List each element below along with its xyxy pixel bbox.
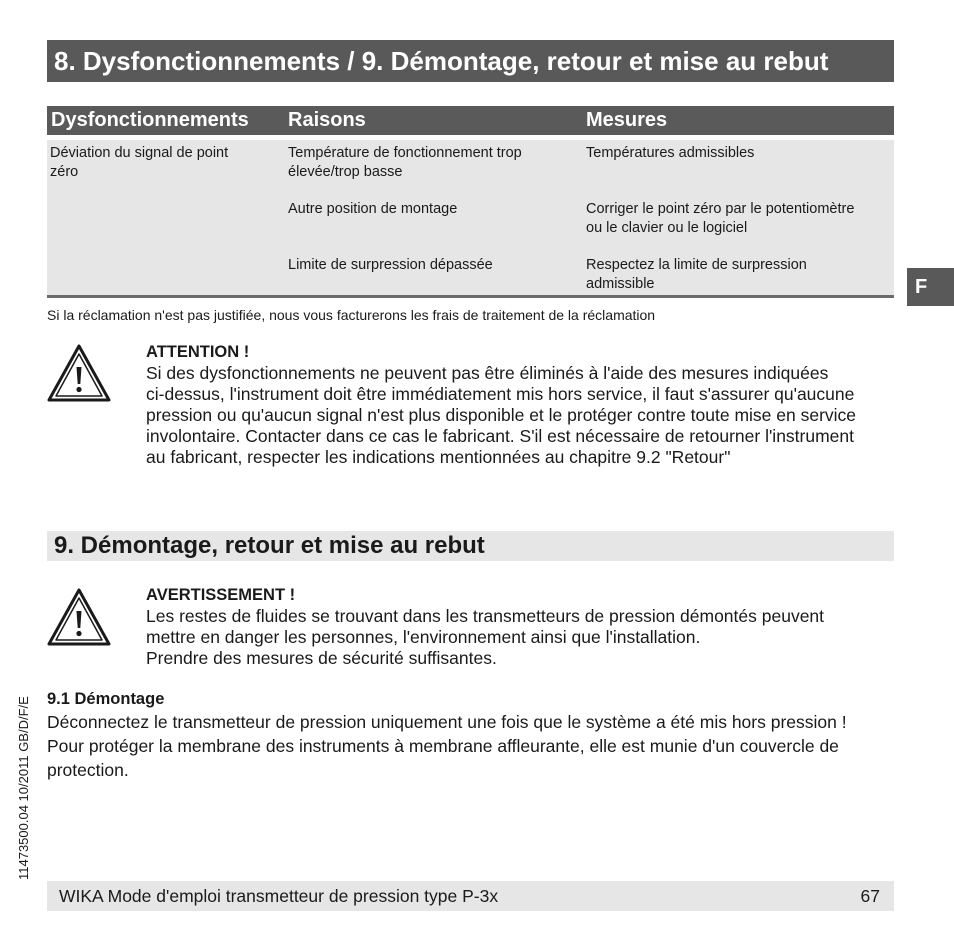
table-cell-reason: Limite de surpression dépassée — [288, 257, 493, 273]
table-cell-measure: Respectez la limite de surpression admissible — [586, 257, 807, 292]
table-cell-fault: Déviation du signal de point zéro — [50, 145, 229, 180]
page-title: 8. Dysfonctionnements / 9. Démontage, retour et mise au rebut — [47, 40, 894, 82]
warning-text: Les restes de fluides se trouvant dans les transmetteurs de pression démontés peuvent mettre en danger les personnes, l'environnement ainsi que l'installation. Prendre des mesures de sécurité suffisantes. — [146, 606, 825, 668]
section-title: 9. Démontage, retour et mise au rebut — [47, 531, 894, 561]
page-footer — [47, 881, 894, 911]
column-header-reasons: Raisons — [288, 109, 366, 131]
table-cell-measure: Corriger le point zéro par le potentiomètre ou le clavier ou le logiciel — [586, 201, 855, 236]
language-tab: F — [907, 268, 954, 306]
footer-text: WIKA Mode d'emploi transmetteur de pression type P-3x — [59, 886, 499, 906]
column-header-measures: Mesures — [586, 109, 668, 131]
column-header-faults: Dysfonctionnements — [51, 109, 249, 131]
document-code: 11473500.04 10/2011 GB/D/F/E — [16, 696, 31, 880]
table-cell-reason: Température de fonctionnement trop élevée/trop basse — [288, 145, 522, 180]
subsection-title: 9.1 Démontage — [47, 690, 165, 708]
table-header — [47, 106, 894, 135]
warning-title: AVERTISSEMENT ! — [146, 586, 296, 604]
attention-title: ATTENTION ! — [146, 343, 250, 361]
warning-triangle-icon — [46, 587, 112, 647]
table-cell-measure: Températures admissibles — [586, 145, 755, 161]
warning-triangle-icon — [46, 343, 112, 403]
page-number: 67 — [860, 886, 880, 906]
attention-text: Si des dysfonctionnements ne peuvent pas être éliminés à l'aide des mesures indiquées ci-dessus, l'instrument doit être immédiatement mis hors service, il faut s'assurer qu'aucune pression ou qu'aucun signal n'est plus disponible et le protéger contre toute mise en service involontaire. Contacter dans ce cas le fabricant. S'il est nécessaire de retourner l'instrument au fabricant, respecter les indications mentionnées au chapitre 9.2 "Retour" — [146, 363, 857, 467]
table-body — [47, 140, 894, 298]
table-cell-reason: Autre position de montage — [288, 201, 458, 217]
note-text: Si la réclamation n'est pas justifiée, nous vous facturerons les frais de traitement de la réclamation — [47, 307, 656, 323]
subsection-text: Déconnectez le transmetteur de pression uniquement une fois que le système a été mis hors pression ! Pour protéger la membrane des instruments à membrane affleurante, elle est munie d'un couvercle de protection. — [47, 712, 847, 780]
